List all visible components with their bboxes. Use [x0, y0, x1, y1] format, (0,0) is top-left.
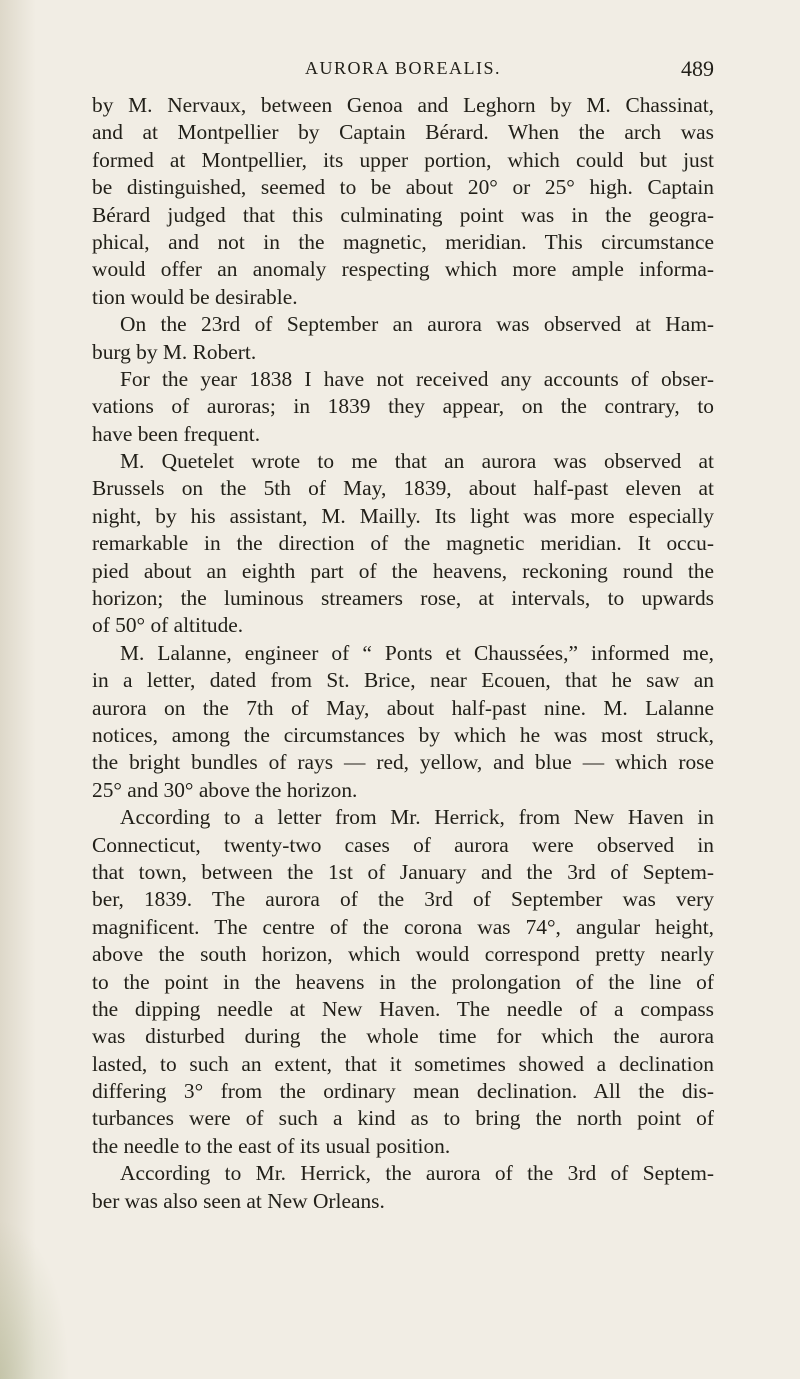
text-line: be distinguished, seemed to be about 20° or 25° high. Captain	[92, 175, 714, 200]
text-line: magnificent. The centre of the corona was 74°, angular height,	[92, 914, 714, 939]
text-line: to the point in the heavens in the prolongation of the line of	[92, 969, 714, 994]
text-line: Connecticut, twenty-two cases of aurora were observed in	[92, 832, 714, 857]
text-line: For the year 1838 I have not received any accounts of obser-	[120, 366, 714, 391]
text-line: vations of auroras; in 1839 they appear, on the contrary, to	[92, 394, 714, 419]
body-text	[92, 92, 714, 1215]
text-line: pied about an eighth part of the heavens, reckoning round the	[92, 558, 714, 583]
page-number: 489	[681, 56, 714, 81]
text-line: horizon; the luminous streamers rose, at intervals, to upwards	[92, 586, 714, 611]
text-line: tion would be desirable.	[92, 284, 298, 309]
text-line: 25° and 30° above the horizon.	[92, 777, 358, 802]
text-line: burg by M. Robert.	[92, 339, 257, 364]
text-line: differing 3° from the ordinary mean declination. All the dis-	[92, 1079, 714, 1104]
text-line: Bérard judged that this culminating point was in the geogra-	[92, 202, 714, 227]
text-line: night, by his assistant, M. Mailly. Its light was more especially	[92, 503, 714, 528]
text-line: ber, 1839. The aurora of the 3rd of September was very	[92, 887, 714, 912]
text-line: in a letter, dated from St. Brice, near Ecouen, that he saw an	[92, 668, 714, 693]
page-stain	[0, 1219, 70, 1379]
text-line: was disturbed during the whole time for which the aurora	[92, 1024, 714, 1049]
text-line: and at Montpellier by Captain Bérard. When the arch was	[92, 120, 714, 145]
text-line: the bright bundles of rays — red, yellow, and blue — which rose	[92, 750, 714, 775]
page-edge-shadow	[0, 0, 36, 1379]
text-line: of 50° of altitude.	[92, 613, 244, 638]
text-line: notices, among the circumstances by which he was most struck,	[92, 722, 714, 747]
text-line: remarkable in the direction of the magnetic meridian. It occu-	[92, 531, 714, 556]
text-line: lasted, to such an extent, that it sometimes showed a declination	[92, 1051, 714, 1076]
text-line: According to Mr. Herrick, the aurora of the 3rd of Septem-	[120, 1161, 714, 1186]
text-line: phical, and not in the magnetic, meridian. This circumstance	[92, 229, 714, 254]
text-line: turbances were of such a kind as to bring the north point of	[92, 1106, 714, 1131]
text-line: the needle to the east of its usual position.	[92, 1133, 451, 1158]
text-line: Brussels on the 5th of May, 1839, about half-past eleven at	[92, 476, 714, 501]
text-line: ber was also seen at New Orleans.	[92, 1188, 385, 1213]
running-title: AURORA BOREALIS.	[304, 58, 502, 78]
text-line: above the south horizon, which would correspond pretty nearly	[92, 942, 714, 967]
text-line: would offer an anomaly respecting which more ample informa-	[92, 257, 714, 282]
text-line: formed at Montpellier, its upper portion, which could but just	[92, 147, 714, 172]
text-line: M. Lalanne, engineer of “ Ponts et Chaussées,” informed me,	[120, 640, 714, 665]
text-line: by M. Nervaux, between Genoa and Leghorn by M. Chassinat,	[92, 93, 714, 117]
text-line: that town, between the 1st of January and the 3rd of Septem-	[92, 859, 714, 884]
text-line: According to a letter from Mr. Herrick, from New Haven in	[120, 805, 714, 830]
text-line: M. Quetelet wrote to me that an aurora was observed at	[120, 449, 714, 474]
text-line: On the 23rd of September an aurora was observed at Ham-	[120, 312, 714, 337]
text-line: aurora on the 7th of May, about half-past nine. M. Lalanne	[92, 695, 714, 720]
text-line: have been frequent.	[92, 421, 261, 446]
text-line: the dipping needle at New Haven. The needle of a compass	[92, 996, 714, 1021]
running-header	[92, 58, 714, 88]
